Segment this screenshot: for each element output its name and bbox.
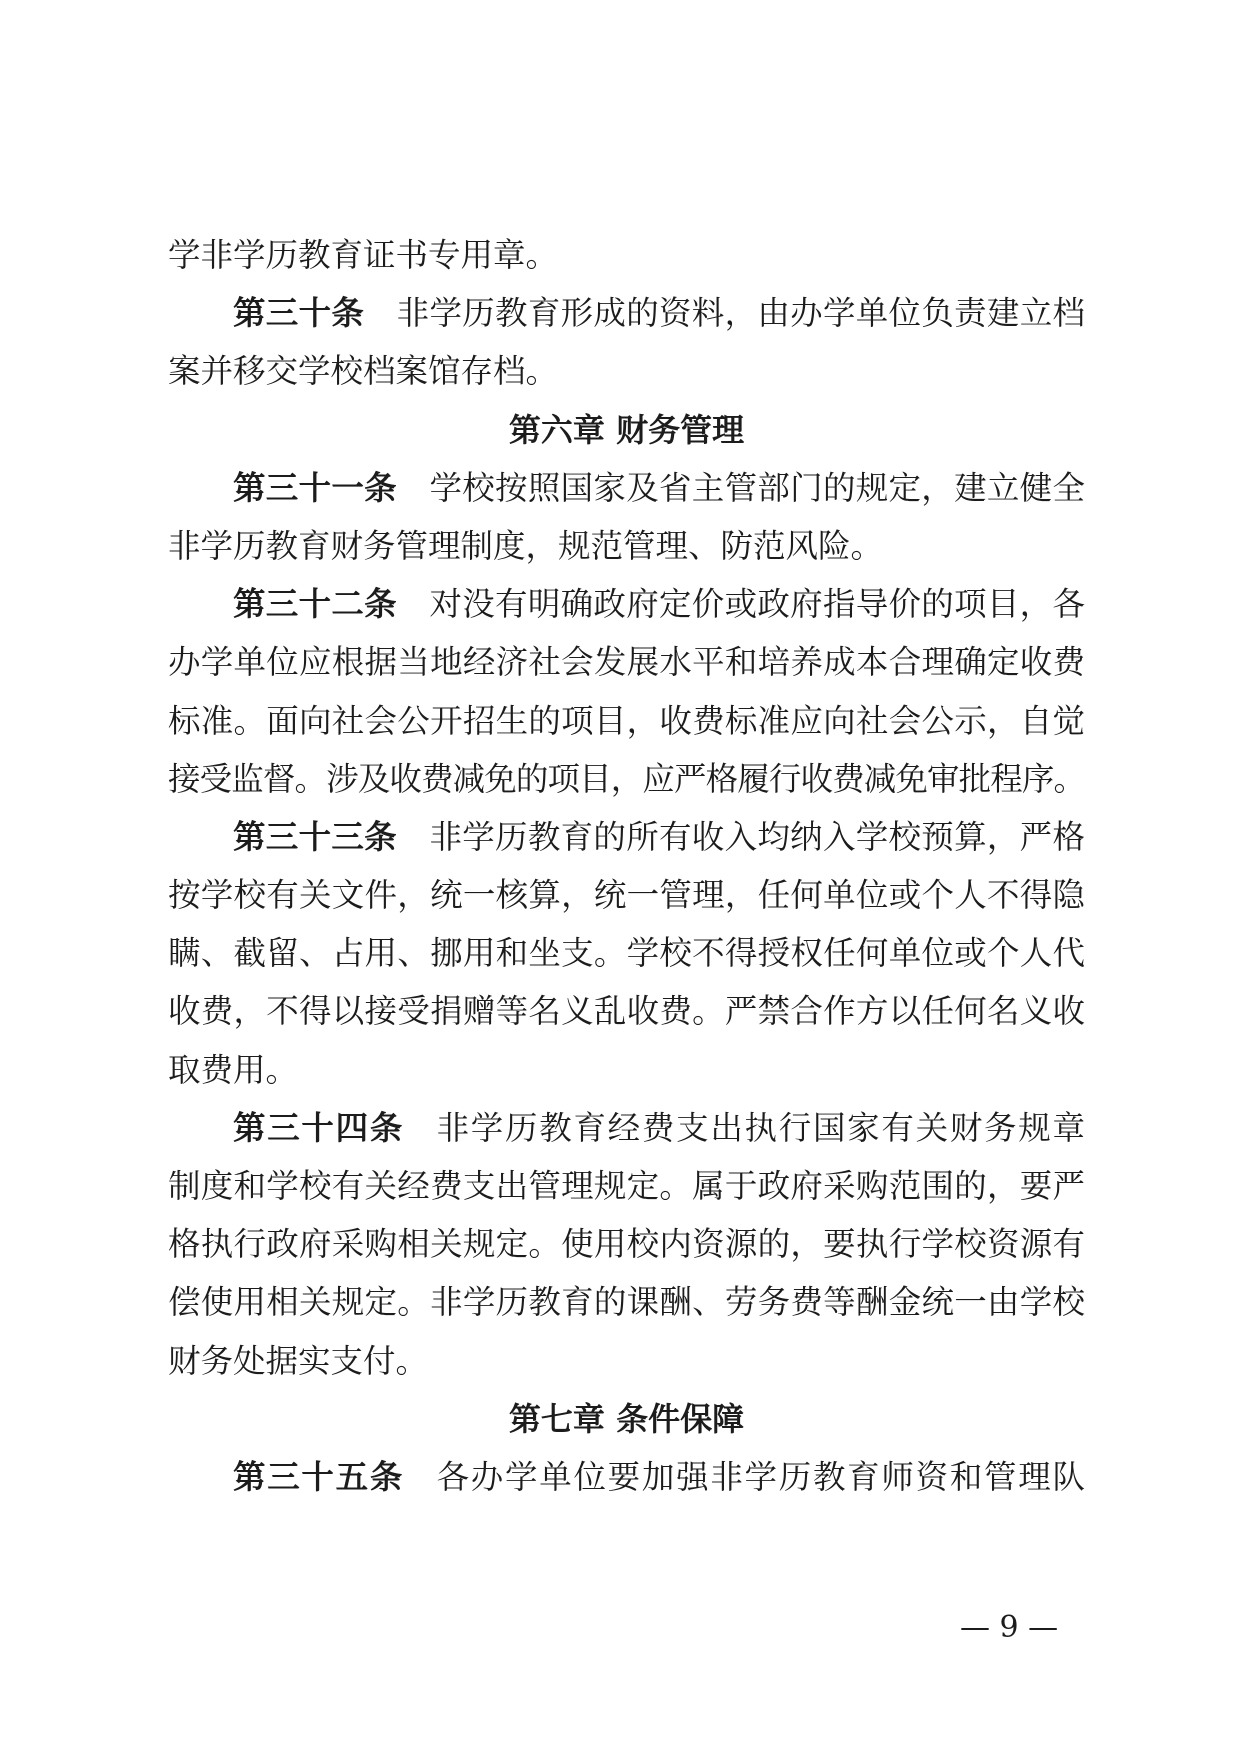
chapter-7-heading: 第七章 条件保障: [508, 1399, 745, 1438]
article-35-label: 第三十五条: [233, 1456, 405, 1496]
article-35-text-1: 各办学单位要加强非学历教育师资和管理队: [436, 1457, 1085, 1496]
article-33-text-1: 非学历教育的所有收入均纳入学校预算，严格: [429, 817, 1085, 856]
article-34-label: 第三十四条: [233, 1107, 405, 1147]
article-30-text-1: 非学历教育形成的资料，由办学单位负责建立档: [396, 294, 1085, 333]
article-31-label: 第三十一条: [233, 467, 397, 507]
article-35-line-1: [168, 1448, 1085, 1506]
article-34-line-5: 财务处据实支付。: [168, 1341, 429, 1380]
article-30-label: 第三十条: [233, 293, 365, 333]
page-number: — 9 —: [960, 1610, 1059, 1645]
article-34-line-4: 偿使用相关规定。非学历教育的课酬、劳务费等酬金统一由学校: [168, 1283, 1085, 1322]
article-33-line-2: 按学校有关文件，统一核算，统一管理，任何单位或个人不得隐: [168, 876, 1085, 915]
document-body: [168, 226, 1085, 1506]
article-34-line-3: 格执行政府采购相关规定。使用校内资源的，要执行学校资源有: [168, 1225, 1085, 1264]
article-31-line-2: 非学历教育财务管理制度，规范管理、防范风险。: [168, 526, 884, 565]
article-32-line-1: [168, 575, 1085, 633]
article-34-line-2: 制度和学校有关经费支出管理规定。属于政府采购范围的，要严: [168, 1167, 1085, 1205]
article-32-text-1: 对没有明确政府定价或政府指导价的项目，各: [429, 585, 1085, 624]
article-34-text-1: 非学历教育经费支出执行国家有关财务规章: [436, 1108, 1085, 1147]
article-31-line-1: [168, 459, 1085, 517]
article-33-line-5: 取费用。: [168, 1050, 299, 1089]
article-33-line-4: 收费，不得以接受捐赠等名义乱收费。严禁合作方以任何名义收: [168, 992, 1085, 1031]
article-32-line-4: 接受监督。涉及收费减免的项目，应严格履行收费减免审批程序。: [168, 759, 1085, 798]
chapter-6-heading: 第六章 财务管理: [508, 410, 745, 449]
continuation-line: 学非学历教育证书专用章。: [168, 236, 559, 274]
article-30-line-1: [168, 284, 1085, 342]
article-30-line-2: 案并移交学校档案馆存档。: [168, 352, 559, 391]
article-33-line-1: [168, 808, 1085, 866]
article-31-text-1: 学校按照国家及省主管部门的规定，建立健全: [429, 468, 1085, 507]
article-33-line-3: 瞒、截留、占用、挪用和坐支。学校不得授权任何单位或个人代: [168, 934, 1085, 973]
article-32-line-2: 办学单位应根据当地经济社会发展水平和培养成本合理确定收费: [168, 643, 1085, 682]
article-34-line-1: [168, 1099, 1085, 1157]
article-32-label: 第三十二条: [233, 584, 397, 624]
article-32-line-3: 标准。面向社会公开招生的项目，收费标准应向社会公示，自觉: [168, 701, 1085, 740]
article-33-label: 第三十三条: [233, 816, 397, 856]
